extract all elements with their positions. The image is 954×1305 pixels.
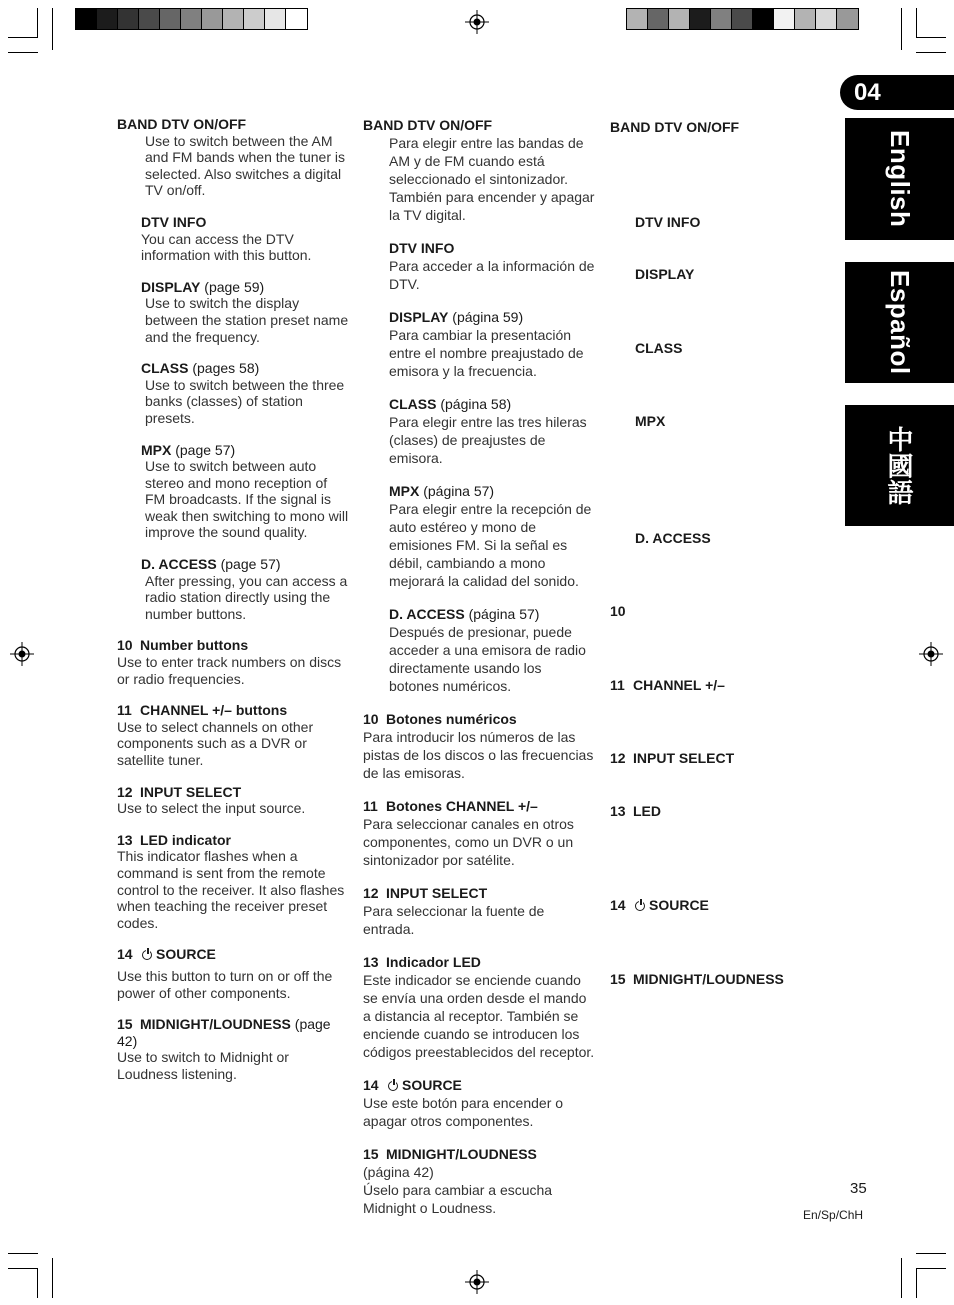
color-swatch xyxy=(627,9,648,29)
entry-14 xyxy=(363,1076,595,1130)
page-number: 35 xyxy=(850,1180,867,1197)
entry-number: 12 xyxy=(117,783,133,800)
entry-title: LED indicator xyxy=(140,831,232,848)
entry-number: 11 xyxy=(610,677,625,693)
entry-12 xyxy=(117,784,349,817)
entry-14 xyxy=(117,946,349,1001)
entry-band xyxy=(117,116,349,199)
color-swatch xyxy=(753,9,774,29)
entry-dtv-info xyxy=(117,214,349,264)
entry-page-ref: (page 42) xyxy=(117,1016,331,1049)
entry-title: INPUT SELECT xyxy=(140,783,242,800)
entry-page-ref: (página 58) xyxy=(436,396,512,412)
entry-description: Use to select channels on other components such as a DVR or satellite tuner. xyxy=(117,718,314,768)
entry-page-ref: (página 57) xyxy=(419,483,495,499)
entry-description: Para elegir entre la recepción de auto estéreo y mono de emisiones FM. Si la señal es débil, cambiando a mono mejorará la calidad del sonido. xyxy=(389,501,592,589)
entry-class xyxy=(117,360,349,426)
entry-12 xyxy=(363,884,595,938)
entry-title: Number buttons xyxy=(140,637,249,654)
entry-mpx xyxy=(117,442,349,542)
ch-label-band: BAND DTV ON/OFF xyxy=(610,119,740,135)
registration-mark-right-icon xyxy=(919,642,943,666)
entry-description: Para cambiar la presentación entre el nombre preajustado de emisora y la frecuencia. xyxy=(389,327,584,379)
tab-chinese: 中國語 xyxy=(845,405,954,526)
entry-page-ref: (pages 58) xyxy=(188,360,260,377)
entry-title: BAND DTV ON/OFF xyxy=(117,116,247,132)
entry-number: 14 xyxy=(363,1077,379,1093)
entry-11 xyxy=(117,702,349,768)
entry-description: Use to switch between the AM and FM bands when the tuner is selected. Also switches a digital TV on/off. xyxy=(145,132,346,199)
entry-description: Para elegir entre las bandas de AM y de FM cuando está seleccionado el sintonizador. También para encender y apagar la TV digital. xyxy=(389,135,595,223)
entry-number: 13 xyxy=(117,831,133,848)
entry-description: Use to switch to Midnight or Loudness listening. xyxy=(117,1049,289,1082)
entry-number: 11 xyxy=(363,798,378,814)
entry-description: You can access the DTV information with this button. xyxy=(141,230,312,264)
color-swatch xyxy=(118,9,139,29)
tab-english: English xyxy=(845,118,954,240)
color-swatch xyxy=(76,9,97,29)
entry-d-access xyxy=(363,605,595,695)
entry-title: Botones numéricos xyxy=(386,711,517,727)
ch-label-channel: CHANNEL +/– xyxy=(633,677,725,693)
tab-espanol: Español xyxy=(845,262,954,383)
entry-class xyxy=(363,395,595,467)
entry-title: MPX xyxy=(141,441,172,458)
entry-number: 13 xyxy=(363,954,379,970)
entry-page-ref: (página 59) xyxy=(448,309,524,325)
entry-title: D. ACCESS xyxy=(141,556,217,573)
entry-description: Use this button to turn on or off the power of other components. xyxy=(117,967,333,1001)
entry-description: Para acceder a la información de DTV. xyxy=(389,258,595,292)
entry-description: Para elegir entre las tres hileras (clases) de preajustes de emisora. xyxy=(389,414,587,466)
entry-display xyxy=(117,279,349,345)
entry-number: 15 xyxy=(363,1146,379,1162)
entry-title: MIDNIGHT/LOUDNESS xyxy=(386,1146,537,1162)
color-swatch xyxy=(244,9,265,29)
entry-number: 15 xyxy=(117,1016,133,1033)
color-bar-left xyxy=(75,8,308,30)
power-icon xyxy=(388,1081,398,1091)
ch-label-d-access: D. ACCESS xyxy=(635,530,711,546)
entry-title: SOURCE xyxy=(156,946,216,963)
entry-d-access xyxy=(117,556,349,622)
entry-description: Para introducir los números de las pistas de los discos o las frecuencias de las emisoras. xyxy=(363,729,594,781)
entry-title: DTV INFO xyxy=(389,240,455,256)
color-swatch xyxy=(690,9,711,29)
ch-label-source: SOURCE xyxy=(649,897,709,913)
entry-title: MPX xyxy=(389,483,420,499)
entry-band xyxy=(363,116,595,224)
color-swatch xyxy=(223,9,244,29)
entry-number: 13 xyxy=(610,803,626,819)
color-bar-right xyxy=(626,8,859,30)
color-swatch xyxy=(160,9,181,29)
ch-label-input-select: INPUT SELECT xyxy=(633,750,735,766)
entry-title: D. ACCESS xyxy=(389,606,465,622)
registration-mark-top-icon xyxy=(465,10,489,34)
entry-11 xyxy=(363,797,595,869)
entry-title: Botones CHANNEL +/– xyxy=(386,798,538,814)
entry-page-ref: (page 57) xyxy=(171,441,236,458)
entry-page-ref: (page 59) xyxy=(200,278,265,295)
entry-title: CLASS xyxy=(141,360,189,377)
ch-label-led: LED xyxy=(633,803,661,819)
entry-15 xyxy=(363,1145,595,1217)
color-swatch xyxy=(816,9,837,29)
color-swatch xyxy=(669,9,690,29)
color-swatch xyxy=(139,9,160,29)
entry-description: Use to switch between auto stereo and mono reception of FM broadcasts. If the signal is weak then switching to mono will improve the sound quality. xyxy=(145,458,349,541)
entry-title: SOURCE xyxy=(402,1077,462,1093)
entry-page-ref: (página 57) xyxy=(464,606,540,622)
english-column xyxy=(117,116,349,1098)
entry-number: 14 xyxy=(610,897,626,913)
entry-title: DTV INFO xyxy=(141,213,207,230)
registration-mark-bottom-icon xyxy=(465,1270,489,1294)
entry-15 xyxy=(117,1016,349,1082)
ch-label-10: 10 xyxy=(610,603,626,619)
ch-label-display: DISPLAY xyxy=(635,266,695,282)
entry-description: Use to select the input source. xyxy=(117,800,306,817)
entry-description: Para seleccionar la fuente de entrada. xyxy=(363,903,545,937)
ch-label-dtv-info: DTV INFO xyxy=(635,214,701,230)
entry-description: Use to enter track numbers on discs or radio frequencies. xyxy=(117,654,342,687)
entry-description: Use to switch between the three banks (classes) of station presets. xyxy=(145,376,345,426)
color-swatch xyxy=(97,9,118,29)
language-code: En/Sp/ChH xyxy=(803,1208,864,1222)
entry-number: 11 xyxy=(117,702,132,719)
entry-dtv-info xyxy=(363,239,595,293)
entry-title: Indicador LED xyxy=(386,954,481,970)
color-swatch xyxy=(795,9,816,29)
color-swatch xyxy=(286,9,307,29)
color-swatch xyxy=(837,9,858,29)
color-swatch xyxy=(711,9,732,29)
color-swatch xyxy=(181,9,202,29)
entry-10 xyxy=(363,710,595,782)
entry-number: 10 xyxy=(117,637,133,654)
power-icon xyxy=(142,950,152,960)
color-swatch xyxy=(774,9,795,29)
ch-label-class: CLASS xyxy=(635,340,683,356)
entry-number: 14 xyxy=(117,946,133,963)
registration-mark-left-icon xyxy=(10,642,34,666)
entry-title: CHANNEL +/– buttons xyxy=(140,702,288,719)
entry-title: DISPLAY xyxy=(141,278,201,295)
entry-13 xyxy=(363,953,595,1061)
entry-title: CLASS xyxy=(389,396,437,412)
entry-title: INPUT SELECT xyxy=(386,885,488,901)
ch-label-mpx: MPX xyxy=(635,413,666,429)
color-swatch xyxy=(202,9,223,29)
entry-13 xyxy=(117,832,349,932)
entry-number: 12 xyxy=(363,885,379,901)
power-icon xyxy=(635,901,645,911)
entry-page-ref: (página 42) xyxy=(363,1164,434,1180)
entry-description: Úselo para cambiar a escucha Midnight o Loudness. xyxy=(363,1182,553,1216)
entry-description: Use to switch the display between the station preset name and the frequency. xyxy=(145,295,349,345)
color-swatch xyxy=(732,9,753,29)
entry-description: This indicator flashes when a command is sent from the remote control to the receiver. It also flashes when teaching the receiver preset codes. xyxy=(117,848,345,931)
entry-title: DISPLAY xyxy=(389,309,449,325)
spanish-column xyxy=(363,116,595,1232)
entry-mpx xyxy=(363,482,595,590)
entry-number: 15 xyxy=(610,971,626,987)
chapter-tab: 04 xyxy=(840,75,954,110)
entry-description: Use este botón para encender o apagar otros componentes. xyxy=(363,1095,564,1129)
color-swatch xyxy=(265,9,286,29)
entry-description: After pressing, you can access a radio station directly using the number buttons. xyxy=(145,572,348,622)
entry-10 xyxy=(117,637,349,687)
entry-page-ref: (page 57) xyxy=(216,556,281,573)
entry-display xyxy=(363,308,595,380)
entry-title: MIDNIGHT/LOUDNESS xyxy=(140,1016,291,1033)
ch-label-midnight: MIDNIGHT/LOUDNESS xyxy=(633,971,784,987)
color-swatch xyxy=(648,9,669,29)
entry-title: BAND DTV ON/OFF xyxy=(363,117,493,133)
entry-description: Para seleccionar canales en otros componentes, como un DVR o un sintonizador por satélite. xyxy=(363,816,574,868)
entry-number: 10 xyxy=(363,711,379,727)
entry-number: 12 xyxy=(610,750,626,766)
entry-description: Este indicador se enciende cuando se envía una orden desde el mando a distancia al receptor. También se enciende cuando se introducen los códigos preestablecidos del receptor. xyxy=(363,972,595,1060)
entry-description: Después de presionar, puede acceder a una emisora de radio directamente usando los botones numéricos. xyxy=(389,624,586,694)
